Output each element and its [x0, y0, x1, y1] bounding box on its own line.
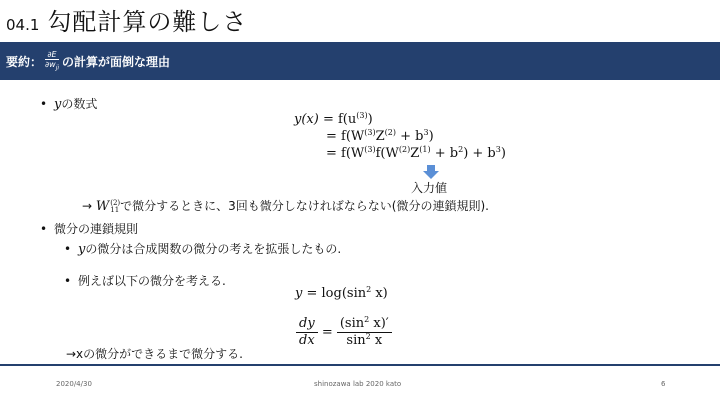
- footer-page-number: 6: [661, 380, 666, 388]
- sub-bullet-composite: • yの微分は合成関数の微分の考えを拡張したもの.: [64, 242, 342, 257]
- equation-line-1: $y(x) = f(u^{(3)})$: [294, 111, 373, 127]
- bullet-chain-rule: • 微分の連鎖規則: [40, 222, 139, 236]
- sub-bullet-example: • 例えば以下の微分を考える.: [64, 274, 226, 288]
- fraction-denominator: $\partial w_{ji}$: [45, 59, 60, 72]
- footer-center: shinozawa lab 2020 kato: [314, 380, 402, 388]
- down-arrow-icon: [423, 165, 439, 179]
- banner-suffix: の計算が面倒な理由: [62, 54, 171, 69]
- footer-date: 2020/4/30: [56, 380, 92, 388]
- bullet-formula: • yの数式: [40, 97, 98, 112]
- partial-derivative-fraction: [44, 50, 60, 73]
- summary-banner: [0, 42, 720, 80]
- footer-divider: [0, 364, 720, 366]
- fraction-numerator: ∂E: [47, 49, 57, 59]
- equation-line-2: = $f(W^{(3)}Z^{(2)} + b^3)$: [326, 128, 434, 144]
- page-title: 勾配計算の難しさ: [47, 8, 248, 36]
- arrow-explanation: → W (2) 11 で微分するときに、3回も微分しなければならない(微分の連鎖規則).: [82, 198, 489, 214]
- banner-prefix: 要約：: [6, 54, 43, 69]
- input-value-label: 入力値: [411, 181, 448, 195]
- derivative-equation: $\frac{dy}{dx}$ = $\frac{(\sin^2 x)'}{\sin^2 x}$: [296, 316, 392, 349]
- section-number: 04.1: [6, 16, 40, 34]
- example-equation: $y = \log(\sin^2$ x): [295, 285, 388, 301]
- slide-title: [6, 2, 247, 38]
- final-statement: →xの微分ができるまで微分する.: [66, 347, 243, 361]
- equation-line-3: = $f(W^{(3)}f(W^{(2)}Z^{(1)} + b^2) + b^3)$: [326, 145, 506, 161]
